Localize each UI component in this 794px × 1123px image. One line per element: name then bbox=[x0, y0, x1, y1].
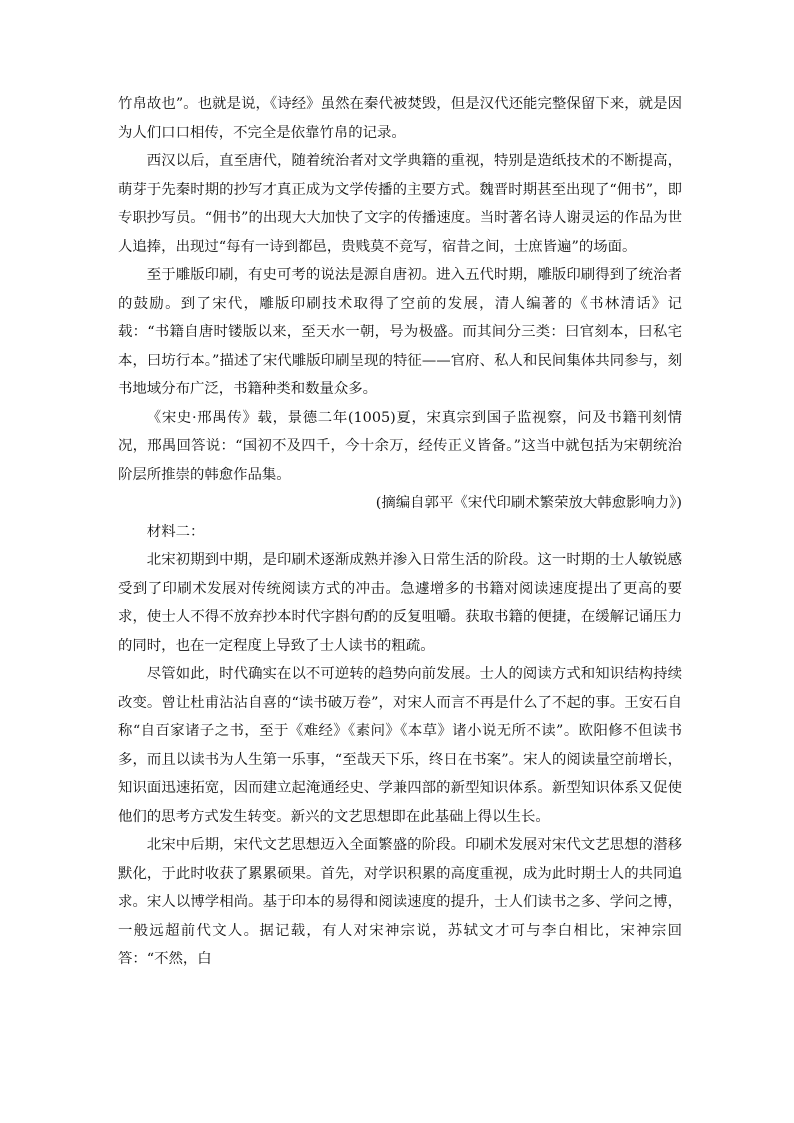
material2-paragraph-2: 尽管如此，时代确实在以不可逆转的趋势向前发展。士人的阅读方式和知识结构持续改变。曾让杜甫沾沾自喜的“读书破万卷”，对宋人而言不再是什么了不起的事。王安石自称“自百家诸子之书，至于《难经》《素问》《本草》诸小说无所不读”。欧阳修不但读书多，而且以读书为人生第一乐事，“至哉天下乐，终日在书案”。宋人的阅读量空前增长，知识面迅速拓宽，因而建立起淹通经史、学兼四部的新型知识体系。新型知识体系又促使他们的思考方式发生转变。新兴的文艺思想即在此基础上得以生长。 bbox=[118, 666, 682, 825]
material1-paragraph-4: 《宋史·邢禺传》载，景德二年(1005)夏，宋真宗到国子监视察，问及书籍刊刻情况，邢禺回答说：“国初不及四千，今十余万，经传正义皆备。”这当中就包括为宋朝统治阶层所推崇的韩愈作品集。 bbox=[118, 409, 682, 483]
material2-paragraph-1: 北宋初期到中期，是印刷术逐渐成熟并渗入日常生活的阶段。这一时期的士人敏锐感受到了印刷术发展对传统阅读方式的冲击。急遽增多的书籍对阅读速度提出了更高的要求，使士人不得不放弃抄本时代字斟句酌的反复咀嚼。获取书籍的便捷，在缓解记诵压力的同时，也在一定程度上导致了士人读书的粗疏。 bbox=[118, 552, 682, 654]
material2-paragraph-3: 北宋中后期，宋代文艺思想迈入全面繁盛的阶段。印刷术发展对宋代文艺思想的潜移默化，于此时收获了累累硕果。首先，对学识积累的高度重视，成为此时期士人的共同追求。宋人以博学相尚。基于印本的易得和阅读速度的提升，士人们读书之多、学问之博，一般远超前代文人。据记载，有人对宋神宗说，苏轼文才可与李白相比，宋神宗回答：“不然，白 bbox=[118, 837, 682, 967]
material1-paragraph-3: 至于雕版印刷，有史可考的说法是源自唐初。进入五代时期，雕版印刷得到了统治者的鼓励。到了宋代，雕版印刷技术取得了空前的发展，清人编著的《书林清话》记载：“书籍自唐时镂版以来，至天水一朝，号为极盛。而其间分三类：曰官刻本，曰私宅本，曰坊行本。”描述了宋代雕版印刷呈现的特征——官府、私人和民间集体共同参与，刻书地域分布广泛，书籍种类和数量众多。 bbox=[118, 267, 682, 397]
material1-paragraph-2: 西汉以后，直至唐代，随着统治者对文学典籍的重视，特别是造纸技术的不断提高，萌芽于先秦时期的抄写才真正成为文学传播的主要方式。魏晋时期甚至出现了“佣书”，即专职抄写员。“佣书”的出现大大加快了文字的传播速度。当时著名诗人谢灵运的作品为世人追捧，出现过“每有一诗到都邑，贵贱莫不竞写，宿昔之间，士庶皆遍”的场面。 bbox=[118, 153, 682, 255]
document-page bbox=[118, 90, 682, 974]
material2-label: 材料二： bbox=[146, 523, 205, 540]
material1-paragraph-1: 竹帛故也”。也就是说，《诗经》虽然在秦代被焚毁，但是汉代还能完整保留下来，就是因为人们口口相传，不完全是依靠竹帛的记录。 bbox=[118, 96, 682, 141]
material1-source-citation: (摘编自郭平《宋代印刷术繁荣放大韩愈影响力》) bbox=[375, 495, 682, 511]
